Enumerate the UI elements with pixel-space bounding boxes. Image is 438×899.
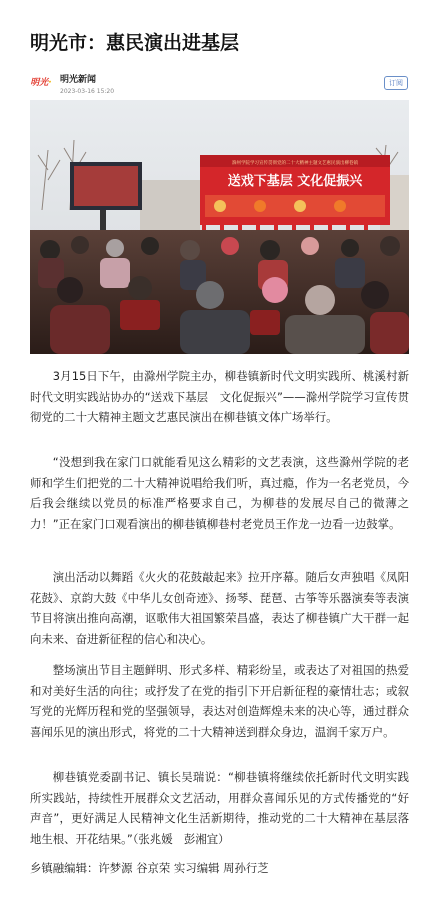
editor-credits: 乡镇融编辑：许梦源 谷京荣 实习编辑 周孙行芝 xyxy=(30,861,269,875)
banner-main-text: 送戏下基层 文化促振兴 xyxy=(227,174,363,189)
paragraph-1: 3月15日下午，由滁州学院主办，柳巷镇新时代文明实践所、桃溪村新时代文明实践站协办的“送戏下基层 文化促振兴”——滁州学院学习宣传贯彻党的二十大精神主题文艺惠民演出在柳巷镇文体广场举行。 xyxy=(30,369,409,425)
publish-date: 2023-03-16 15:20 xyxy=(60,88,115,95)
article-meta xyxy=(30,72,408,100)
subscribe-button[interactable]: 订阅 xyxy=(384,76,408,90)
paragraph-5: 柳巷镇党委副书记、镇长吴瑞说：“柳巷镇将继续依托新时代文明实践所实践站，持续性开展群众文艺活动，用群众喜闻乐见的方式传播党的“好声音”，更好满足人民精神文化生活新期待，推动党的二十大精神在基层落地生根、开花结果。”（张兆媛 彭湘宜） xyxy=(30,770,409,847)
paragraph-3: 演出活动以舞蹈《火火的花鼓敲起来》拉开序幕。随后女声独唱《凤阳花鼓》、京韵大鼓《中华儿女创奇迹》、扬琴、琵琶、古筝等乐器演奏等表演节目将演出推向高潮，讴歌伟大祖国繁荣昌盛，表达了柳巷镇广大干群一起向未来、奋进新征程的信心和决心。 xyxy=(30,570,409,647)
paragraph-4: 整场演出节目主题鲜明、形式多样、精彩纷呈，或表达了对祖国的热爱和对美好生活的向往；或抒发了在党的指引下开启新征程的豪情壮志；或叙写党的光辉历程和党的坚强领导，表达对创造辉煌未来的决心等，通过群众喜闻乐见的演出形式，将党的二十大精神送到群众身边，温润千家万户。 xyxy=(30,663,409,740)
source-name[interactable]: 明光新闻 xyxy=(60,75,97,85)
article-title: 明光市：惠民演出进基层 xyxy=(30,32,240,54)
paragraph-2: “没想到我在家门口就能看见这么精彩的文艺表演，这些滁州学院的老师和学生们把党的二十大精神说唱给我们听，真过瘾，作为一名老党员，今后我会继续以党员的标准严格要求自己，为柳巷的发展尽自己的微薄之力！”正在家门口观看演出的柳巷镇柳巷村老党员王作龙一边看一边鼓掌。 xyxy=(30,455,409,532)
banner-small-text: 滁州学院学习宣传贯彻党的二十大精神主题文艺惠民演出柳巷镇 xyxy=(232,161,358,166)
article-photo xyxy=(30,100,409,354)
source-logo-icon[interactable]: 明光· xyxy=(30,74,52,92)
